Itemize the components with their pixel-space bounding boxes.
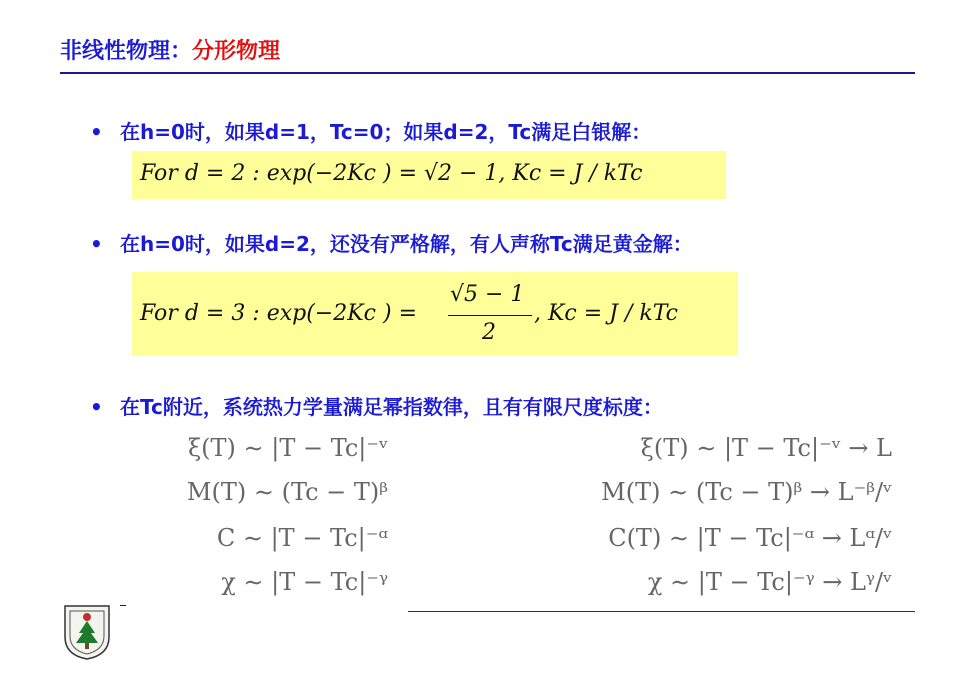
title-topic: 非线性物理： <box>60 39 193 64</box>
bullet-text: 在h=0时，如果d=1，Tc=0；如果d=2，Tc满足白银解： <box>120 120 652 144</box>
fraction-bar <box>448 315 532 316</box>
eq-susceptibility: χ ∼ |T − Tc|⁻ᵞ <box>221 568 388 596</box>
title-underline <box>60 72 915 74</box>
bullet-text: 在Tc附近，系统热力学量满足幂指数律，且有有限尺度标度： <box>120 395 663 419</box>
golden-formula-lhs: For d = 3 : exp(−2Kc ) = <box>140 301 417 326</box>
golden-formula-numerator: √5 − 1 <box>450 282 525 307</box>
golden-formula-rhs: , Kc = J / kTc <box>534 301 678 326</box>
eq-magnetization-finite-size: M(T) ∼ (Tc − T)ᵝ → L⁻ᵝ/ᵛ <box>601 478 892 506</box>
eq-heat-capacity-finite-size: C(T) ∼ |T − Tc|⁻ᵅ → Lᵅ/ᵛ <box>608 524 892 552</box>
eq-xi: ξ(T) ∼ |T − Tc|⁻ᵛ <box>187 434 388 462</box>
golden-formula-denominator: 2 <box>482 320 496 345</box>
eq-heat-capacity: C ∼ |T − Tc|⁻ᵅ <box>216 524 388 552</box>
silver-formula: For d = 2 : exp(−2Kc ) = √2 − 1, Kc = J / kTc <box>140 161 643 186</box>
eq-magnetization: M(T) ∼ (Tc − T)ᵝ <box>186 478 388 506</box>
bullet-marker: • <box>90 232 103 256</box>
silver-formula-box <box>132 151 726 199</box>
bullet-text: 在h=0时，如果d=2，还没有严格解，有人声称Tc满足黄金解： <box>120 232 693 256</box>
bullet-silver-solution <box>90 116 651 145</box>
eq-susceptibility-finite-size: χ ∼ |T − Tc|⁻ᵞ → Lᵞ/ᵛ <box>647 568 892 596</box>
bullet-marker: • <box>90 395 103 419</box>
bullet-marker: • <box>90 120 103 144</box>
bullet-scaling-laws <box>90 391 663 420</box>
logo-mark-dash <box>120 605 126 606</box>
eq-xi-finite-size: ξ(T) ∼ |T − Tc|⁻ᵛ → L <box>640 434 892 462</box>
title-subtopic: 分形物理 <box>192 39 281 64</box>
bullet-golden-solution <box>90 228 693 257</box>
golden-formula-box <box>132 272 738 356</box>
page-title <box>60 34 280 65</box>
university-seal-icon <box>62 603 112 661</box>
bottom-rule <box>408 611 915 612</box>
